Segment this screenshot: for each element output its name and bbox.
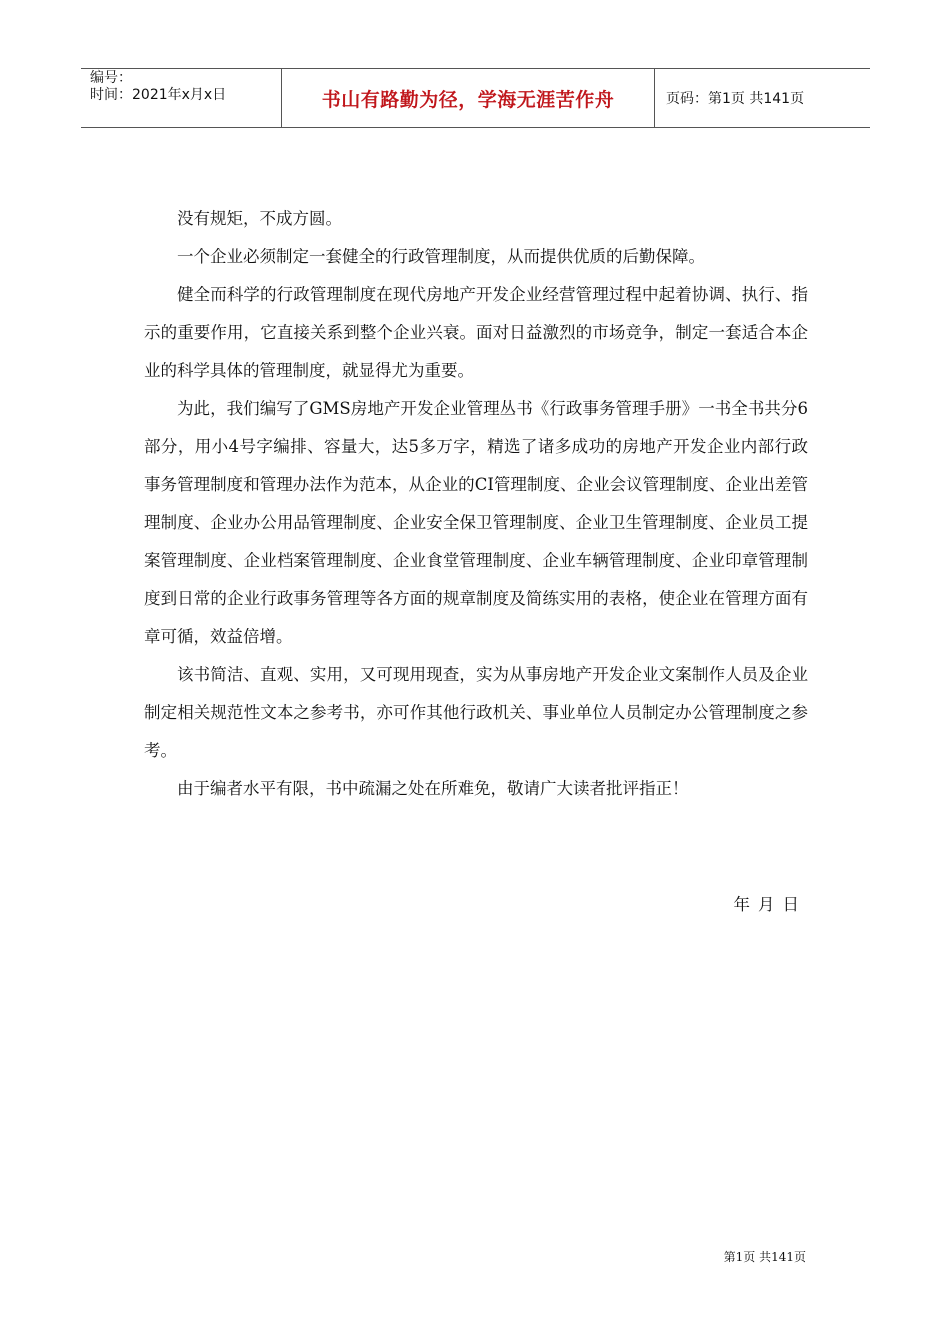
header-number-label: 编号： xyxy=(90,70,132,86)
paragraph-3: 健全而科学的行政管理制度在现代房地产开发企业经营管理过程中起着协调、执行、指示的重要作用，它直接关系到整个企业兴衰。面对日益激烈的市场竞争，制定一套适合本企业的科学具体的管理制度，就显得尤为重要。 xyxy=(144,285,808,380)
document-body xyxy=(144,200,808,808)
paragraph-2: 一个企业必须制定一套健全的行政管理制度，从而提供优质的后勤保障。 xyxy=(177,247,705,266)
paragraph-1: 没有规矩，不成方圆。 xyxy=(177,209,342,228)
header-meta xyxy=(81,69,282,127)
paragraph-6: 由于编者水平有限，书中疏漏之处在所难免，敬请广大读者批评指正！ xyxy=(177,779,689,798)
paragraph-5: 该书简洁、直观、实用，又可现用现查，实为从事房地产开发企业文案制作人员及企业制定相关规范性文本之参考书，亦可作其他行政机关、事业单位人员制定办公管理制度之参考。 xyxy=(144,665,808,760)
page-footer: 第1页 共141页 xyxy=(723,1250,806,1264)
header-motto: 书山有路勤为径，学海无涯苦作舟 xyxy=(282,69,655,127)
header-time-label: 时间：2021年x月x日 xyxy=(90,87,227,103)
date-line: 年月日 xyxy=(733,895,807,914)
paragraph-4: 为此，我们编写了GMS房地产开发企业管理丛书《行政事务管理手册》一书全书共分6部分，用小4号字编排、容量大，达5多万字，精选了诸多成功的房地产开发企业内部行政事务管理制度和管理办法作为范本，从企业的CI管理制度、企业会议管理制度、企业出差管理制度、企业办公用品管理制度、企业安全保卫管理制度、企业卫生管理制度、企业员工提案管理制度、企业档案管理制度、企业食堂管理制度、企业车辆管理制度、企业印章管理制度到日常的企业行政事务管理等各方面的规章制度及简练实用的表格，使企业在管理方面有章可循，效益倍增。 xyxy=(144,399,808,646)
document-header xyxy=(81,68,870,128)
header-page-info: 页码：第1页 共141页 xyxy=(666,91,805,107)
